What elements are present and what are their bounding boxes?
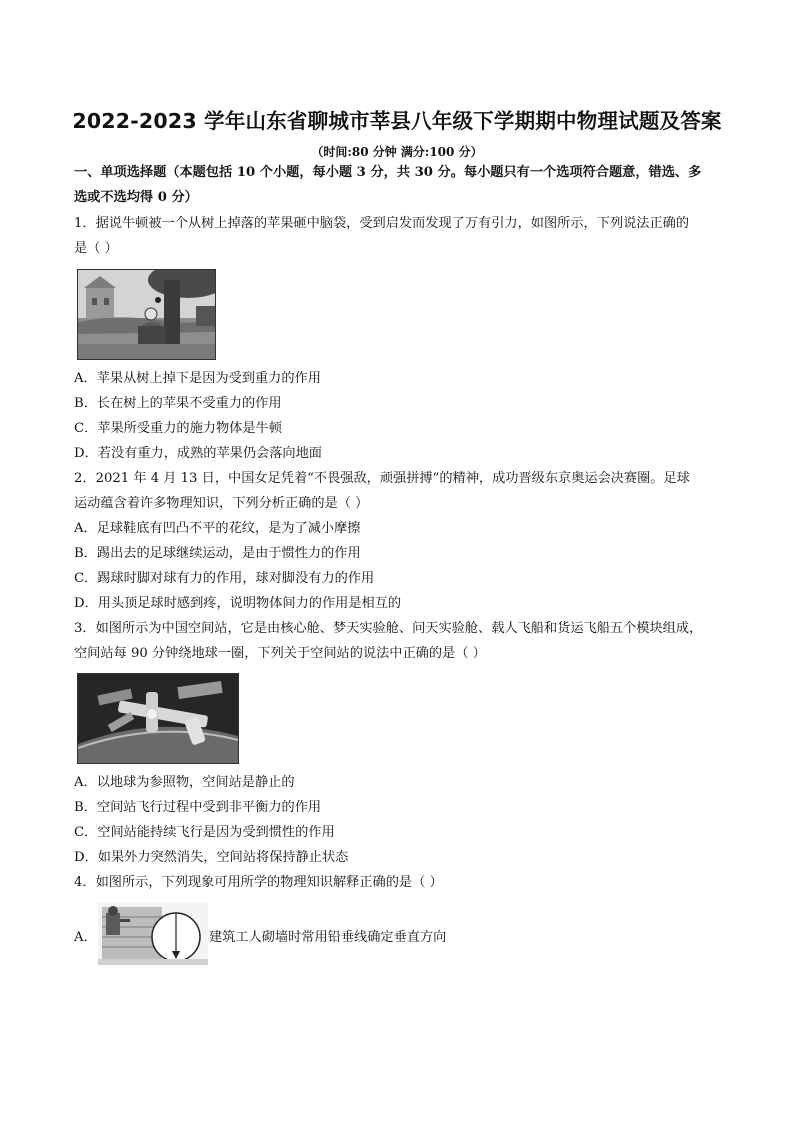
section-heading-line-2: 选或不选均得 0 分） <box>74 190 198 205</box>
q2-option-a: A．足球鞋底有凹凸不平的花纹，是为了减小摩擦 <box>74 521 361 536</box>
q4-option-a-text: 建筑工人砌墙时常用铅垂线确定垂直方向 <box>209 930 447 945</box>
q3-option-d: D．如果外力突然消失，空间站将保持静止状态 <box>74 850 349 865</box>
q2-option-c: C．踢球时脚对球有力的作用，球对脚没有力的作用 <box>74 571 375 586</box>
q3-stem-line-2: 空间站每 90 分钟绕地球一圈，下列关于空间站的说法中正确的是（ ） <box>74 646 486 661</box>
space-station-image <box>78 674 238 763</box>
q2-option-d: D．用头顶足球时感到疼，说明物体间力的作用是相互的 <box>74 596 402 611</box>
q1-stem-line-2: 是（ ） <box>74 241 118 256</box>
q2-stem-line-2: 运动蕴含着许多物理知识，下列分析正确的是（ ） <box>74 496 369 511</box>
q4-option-a-label: A． <box>74 930 97 945</box>
q3-option-a: A．以地球为参照物，空间站是静止的 <box>74 775 295 790</box>
plumb-line-illustration <box>98 903 208 965</box>
plumb-line-image <box>98 903 208 965</box>
q3-stem-line-1: 3．如图所示为中国空间站，它是由核心舱、梦天实验舱、问天实验舱、载人飞船和货运飞船五个模块组成， <box>74 621 703 636</box>
q1-stem-line-1: 1．据说牛顿被一个从树上掉落的苹果砸中脑袋，受到启发而发现了万有引力，如图所示，下列说法正确的 <box>74 216 690 231</box>
q2-stem-line-1: 2．2021 年 4 月 13 日，中国女足凭着“不畏强敌，顽强拼搏”的精神，成功晋级东京奥运会决赛圈。足球 <box>74 471 690 486</box>
space-station-illustration <box>77 673 239 764</box>
q3-option-b: B．空间站飞行过程中受到非平衡力的作用 <box>74 800 322 815</box>
q4-stem-line-1: 4．如图所示，下列现象可用所学的物理知识解释正确的是（ ） <box>74 875 443 890</box>
q1-option-c: C．苹果所受重力的施力物体是牛顿 <box>74 421 282 436</box>
exam-info: （时间:80 分钟 满分:100 分） <box>311 145 483 159</box>
page-title: 2022-2023 学年山东省聊城市莘县八年级下学期期中物理试题及答案 <box>72 109 722 133</box>
q1-option-b: B．长在树上的苹果不受重力的作用 <box>74 396 282 411</box>
q1-option-d: D．若没有重力，成熟的苹果仍会落向地面 <box>74 446 322 461</box>
q2-option-b: B．踢出去的足球继续运动，是由于惯性力的作用 <box>74 546 361 561</box>
newton-apple-tree-image <box>78 270 215 359</box>
section-heading-line-1: 一、单项选择题（本题包括 10 个小题，每小题 3 分，共 30 分。每小题只有一个选项符合题意，错选、多 <box>74 165 702 180</box>
newton-apple-tree-illustration <box>77 269 216 360</box>
q1-option-a: A．苹果从树上掉下是因为受到重力的作用 <box>74 371 321 386</box>
q3-option-c: C．空间站能持续飞行是因为受到惯性的作用 <box>74 825 335 840</box>
